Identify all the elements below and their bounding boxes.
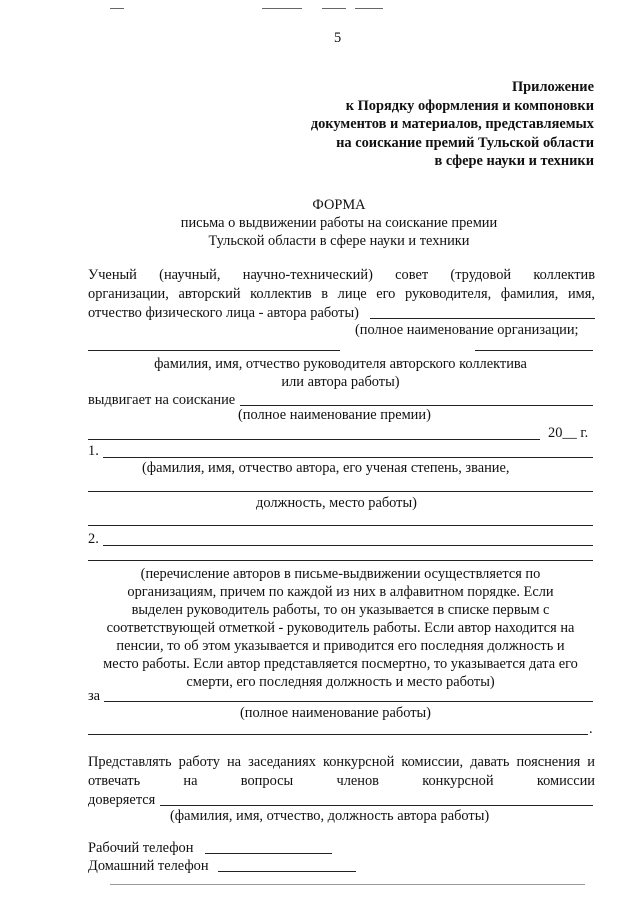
- field-hint: (фамилия, имя, отчество, должность автора работы): [170, 808, 490, 824]
- scan-mark: [262, 8, 302, 9]
- form-subtitle: письма о выдвижении работы на соискание премии: [180, 215, 498, 231]
- scan-mark: [110, 884, 585, 885]
- field-hint: (полное наименование работы): [240, 705, 431, 721]
- note-text: место работы. Если автор представляется посмертно, то указывается дата его: [103, 656, 578, 672]
- body-text: выдвигает на соискание: [88, 392, 236, 408]
- fill-line[interactable]: [104, 701, 593, 702]
- fill-line[interactable]: [88, 350, 340, 351]
- field-hint: (полное наименование премии): [238, 407, 431, 423]
- fill-line[interactable]: [88, 560, 593, 561]
- body-text: Ученый (научный, научно-технический) совет (трудовой коллектив: [88, 267, 595, 283]
- note-text: (перечисление авторов в письме-выдвижении осуществляется по: [140, 566, 541, 582]
- fill-line[interactable]: [160, 805, 593, 806]
- work-phone-field[interactable]: [205, 853, 332, 854]
- appendix-line: Приложение: [511, 79, 594, 95]
- fill-line[interactable]: [88, 525, 593, 526]
- appendix-line: документов и материалов, представляемых: [310, 116, 594, 132]
- fill-line[interactable]: [475, 350, 593, 351]
- appendix-header: [311, 80, 594, 173]
- field-hint: должность, место работы): [256, 495, 417, 511]
- period: .: [589, 721, 593, 737]
- body-text: за: [88, 688, 101, 704]
- fill-line[interactable]: [240, 405, 593, 406]
- page-number: 5: [334, 30, 342, 46]
- form-title: ФОРМА: [312, 197, 366, 213]
- work-phone-label: Рабочий телефон: [88, 840, 194, 856]
- fill-line[interactable]: [103, 545, 593, 546]
- scan-mark: [110, 8, 124, 9]
- appendix-line: в сфере науки и техники: [434, 153, 594, 169]
- body-text: Представлять работу на заседаниях конкурсной комиссии, давать пояснения и: [88, 754, 595, 770]
- field-hint: фамилия, имя, отчество руководителя авторского коллектива: [154, 356, 527, 372]
- fill-line[interactable]: [103, 457, 593, 458]
- note-text: выделен руководитель работы, то он указывается в списке первым с: [131, 602, 550, 618]
- appendix-line: к Порядку оформления и компоновки: [345, 97, 594, 114]
- appendix-line: на соискание премий Тульской области: [336, 134, 594, 151]
- fill-line[interactable]: [370, 318, 595, 319]
- scan-mark: [355, 8, 383, 9]
- scan-mark: [322, 8, 346, 9]
- field-hint: (фамилия, имя, отчество автора, его ученая степень, звание,: [142, 460, 510, 476]
- field-hint: (полное наименование организации;: [355, 322, 579, 338]
- fill-line[interactable]: [88, 439, 540, 440]
- home-phone-field[interactable]: [218, 871, 356, 872]
- item-number: 2.: [88, 531, 99, 547]
- body-text: отчество физического лица - автора работы): [88, 305, 359, 321]
- form-subtitle: Тульской области в сфере науки и техники: [208, 233, 470, 249]
- body-text: доверяется: [88, 792, 156, 808]
- note-text: соответствующей отметкой - руководитель работы. Если автор находится на: [106, 620, 575, 636]
- body-text: организации, авторский коллектив в лице его руководителя, фамилия, имя,: [88, 286, 595, 302]
- home-phone-label: Домашний телефон: [88, 858, 209, 874]
- note-text: пенсии, то об этом указывается и приводится его последняя должность и: [116, 638, 565, 654]
- note-text: организациям, причем по каждой из них в алфавитном порядке. Если: [127, 584, 554, 600]
- note-text: смерти, его последняя должность и место работы): [186, 674, 495, 690]
- fill-line[interactable]: [88, 491, 593, 492]
- fill-line[interactable]: [88, 734, 588, 735]
- item-number: 1.: [88, 443, 99, 459]
- body-text: отвечать на вопросы членов конкурсной комиссии: [88, 773, 595, 789]
- year-field: 20__ г.: [548, 425, 589, 441]
- field-hint: или автора работы): [281, 374, 400, 390]
